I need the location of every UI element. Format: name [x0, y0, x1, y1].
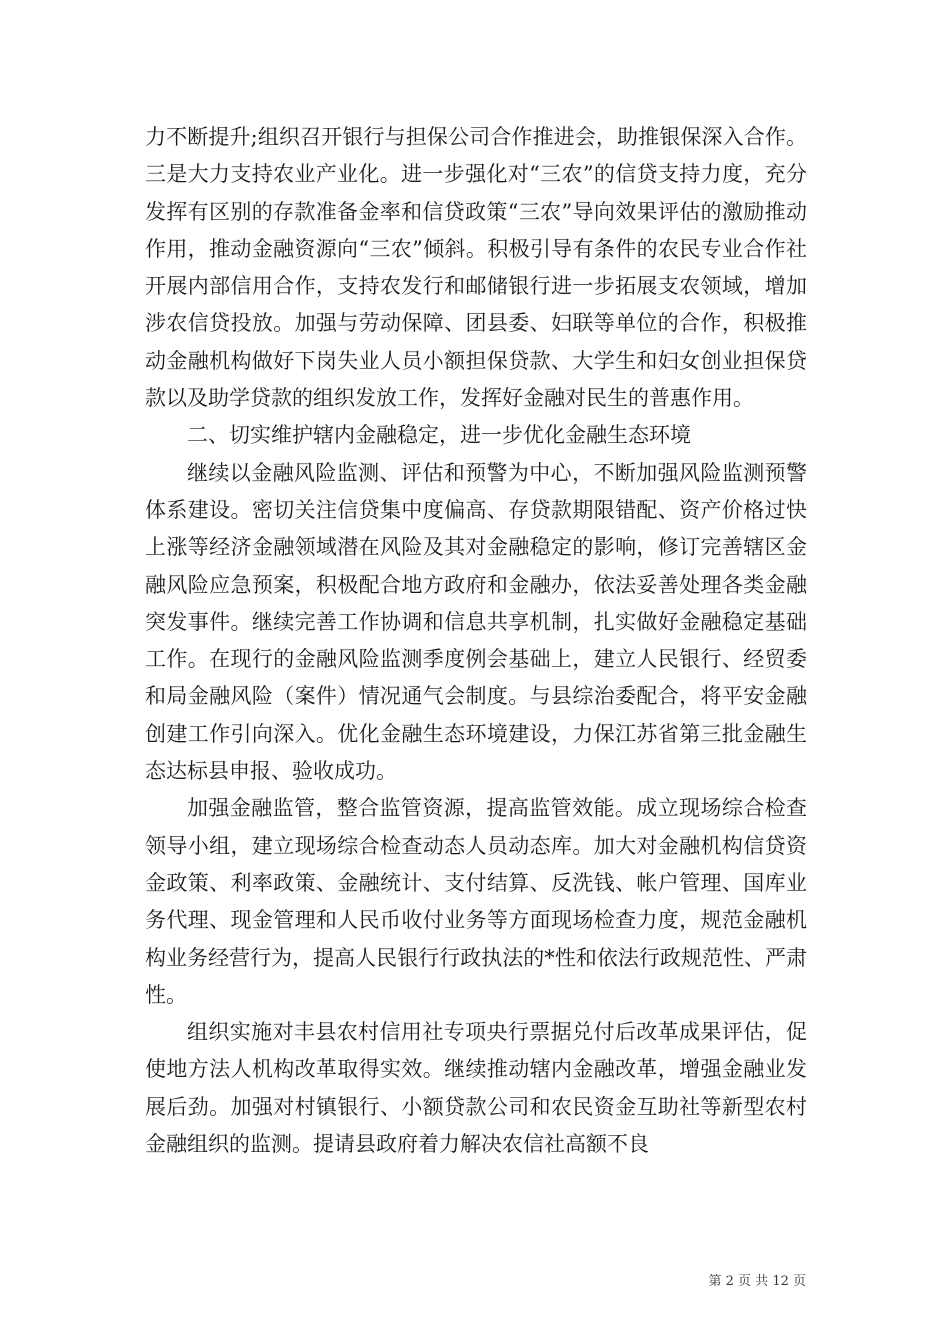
- paragraph-continuation: 力不断提升;组织召开银行与担保公司合作推进会，助推银保深入合作。三是大力支持农业产业化。进一步强化对“三农”的信贷支持力度，充分发挥有区别的存款准备金率和信贷政策“三农”导向效果评估的激励推动作用，推动金融资源向“三农”倾斜。积极引导有条件的农民专业合作社开展内部信用合作，支持农发行和邮储银行进一步拓展支农领域，增加涉农信贷投放。加强与劳动保障、团县委、妇联等单位的合作，积极推动金融机构做好下岗失业人员小额担保贷款、大学生和妇女创业担保贷款以及助学贷款的组织发放工作，发挥好金融对民生的普惠作用。: [145, 125, 807, 411]
- paragraph-reform: 组织实施对丰县农村信用社专项央行票据兑付后改革成果评估，促使地方法人机构改革取得实效。继续推动辖内金融改革，增强金融业发展后劲。加强对村镇银行、小额贷款公司和农民资金互助社等新型农村金融组织的监测。提请县政府着力解决农信社高额不良: [145, 1020, 807, 1157]
- document-body: [145, 119, 807, 1163]
- page-number-footer: 第 2 页 共 12 页: [708, 1274, 806, 1289]
- paragraph-supervision: 加强金融监管，整合监管资源，提高监管效能。成立现场综合检查领导小组，建立现场综合检查动态人员动态库。加大对金融机构信贷资金政策、利率政策、金融统计、支付结算、反洗钱、帐户管理、国库业务代理、现金管理和人民币收付业务等方面现场检查力度，规范金融机构业务经营行为，提高人民银行行政执法的*性和依法行政规范性、严肃性。: [145, 796, 807, 1007]
- section-heading: 二、切实维护辖内金融稳定，进一步优化金融生态环境: [187, 423, 691, 448]
- paragraph-risk-monitoring: 继续以金融风险监测、评估和预警为中心，不断加强风险监测预警体系建设。密切关注信贷集中度偏高、存贷款期限错配、资产价格过快上涨等经济金融领域潜在风险及其对金融稳定的影响，修订完善辖区金融风险应急预案，积极配合地方政府和金融办，依法妥善处理各类金融突发事件。继续完善工作协调和信息共享机制，扎实做好金融稳定基础工作。在现行的金融风险监测季度例会基础上，建立人民银行、经贸委和局金融风险（案件）情况通气会制度。与县综治委配合，将平安金融创建工作引向深入。优化金融生态环境建设，力保江苏省第三批金融生态达标县申报、验收成功。: [145, 460, 807, 784]
